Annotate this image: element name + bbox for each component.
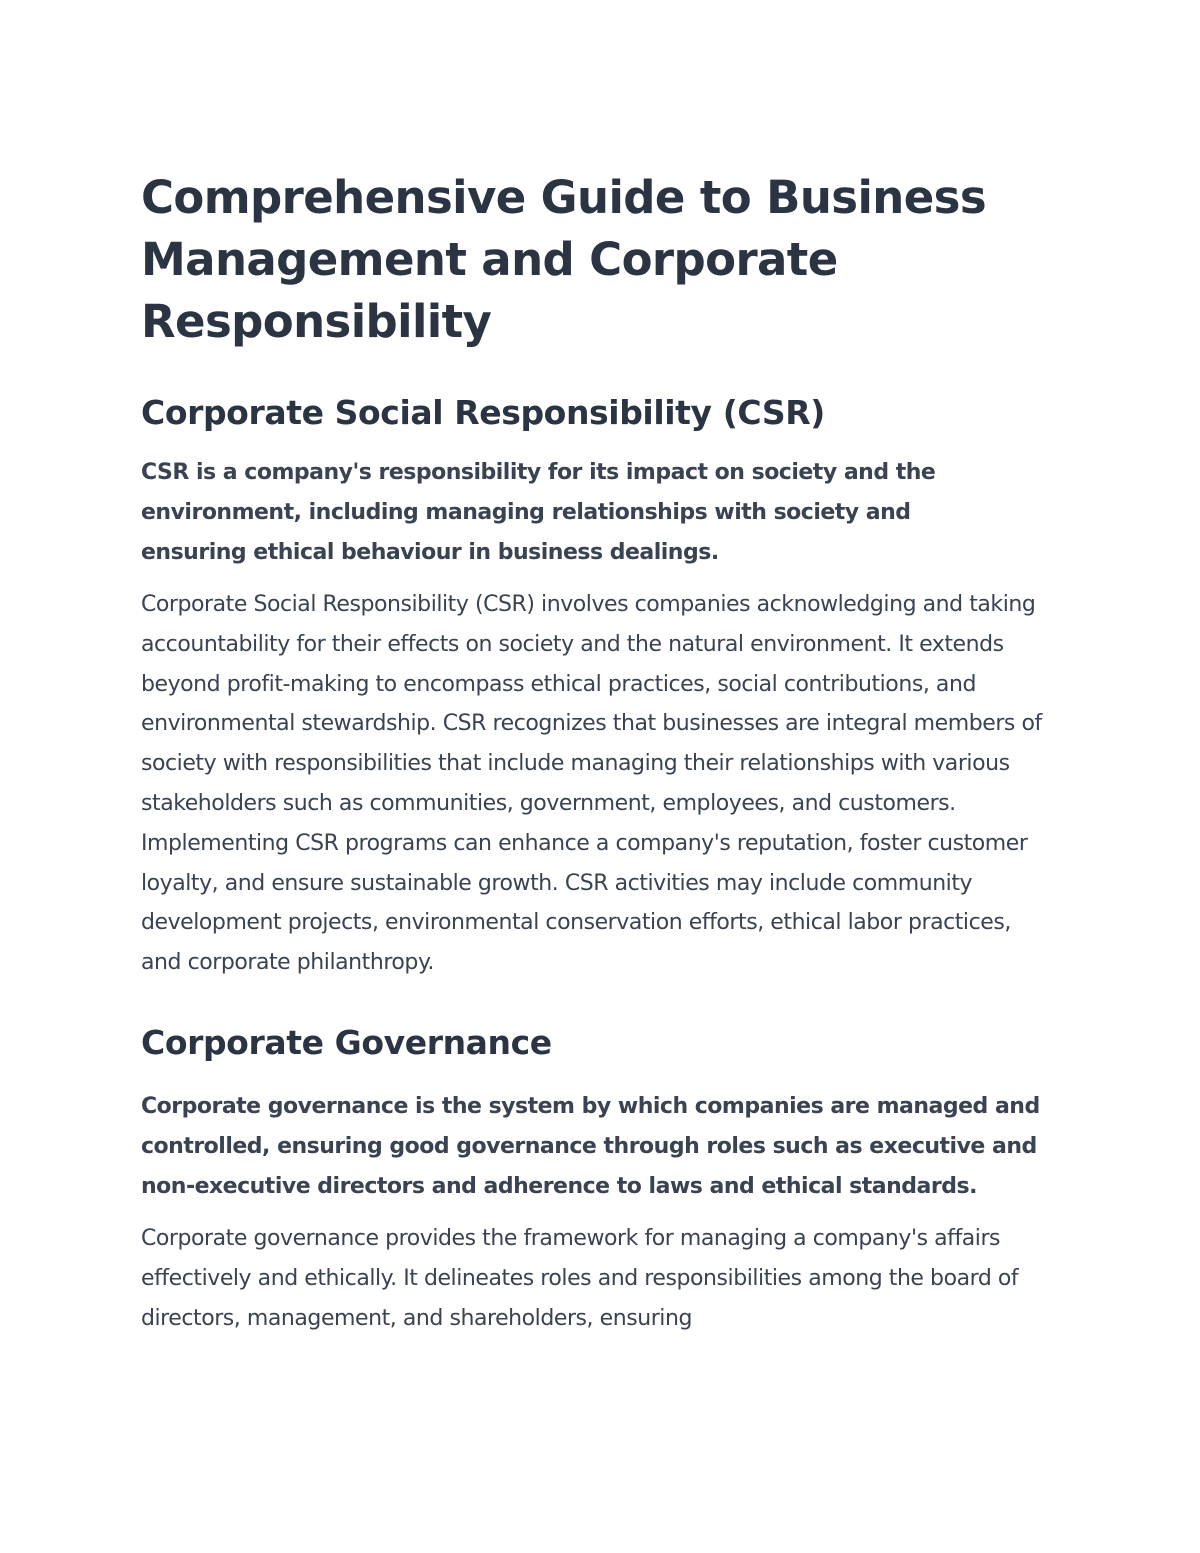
section-heading-governance: Corporate Governance (141, 1022, 552, 1062)
document-page (141, 167, 1071, 1338)
section-heading-csr: Corporate Social Responsibility (CSR) (141, 393, 825, 432)
section-summary-csr: CSR is a company's responsibility for its impact on society and the environment, including managing relationships with society and ensuring ethical behaviour in business dealings. (141, 460, 936, 565)
section-body-governance: Corporate governance provides the framework for managing a company's affairs effectively and ethically. It delineates roles and responsibilities among the board of directors, management, and shareholders, ensuring (141, 1225, 1019, 1331)
document-title: Comprehensive Guide to Business Management and Corporate Responsibility (141, 171, 987, 348)
section-summary-governance: Corporate governance is the system by which companies are managed and controlled, ensuring good governance through roles such as executive and non-executive directors and adherence to laws and ethical standards. (141, 1093, 1040, 1199)
section-body-csr: Corporate Social Responsibility (CSR) involves companies acknowledging and taking accountability for their effects on society and the natural environment. It extends beyond profit-making to encompass ethical practices, social contributions, and environmental stewardship. CSR recognizes that businesses are integral members of society with responsibilities that include managing their relationships with various stakeholders such as communities, government, employees, and customers. Implementing CSR programs can enhance a company's reputation, foster customer loyalty, and ensure sustainable growth. CSR activities may include community development projects, environmental conservation efforts, ethical labor practices, and corporate philanthropy. (141, 592, 1042, 976)
